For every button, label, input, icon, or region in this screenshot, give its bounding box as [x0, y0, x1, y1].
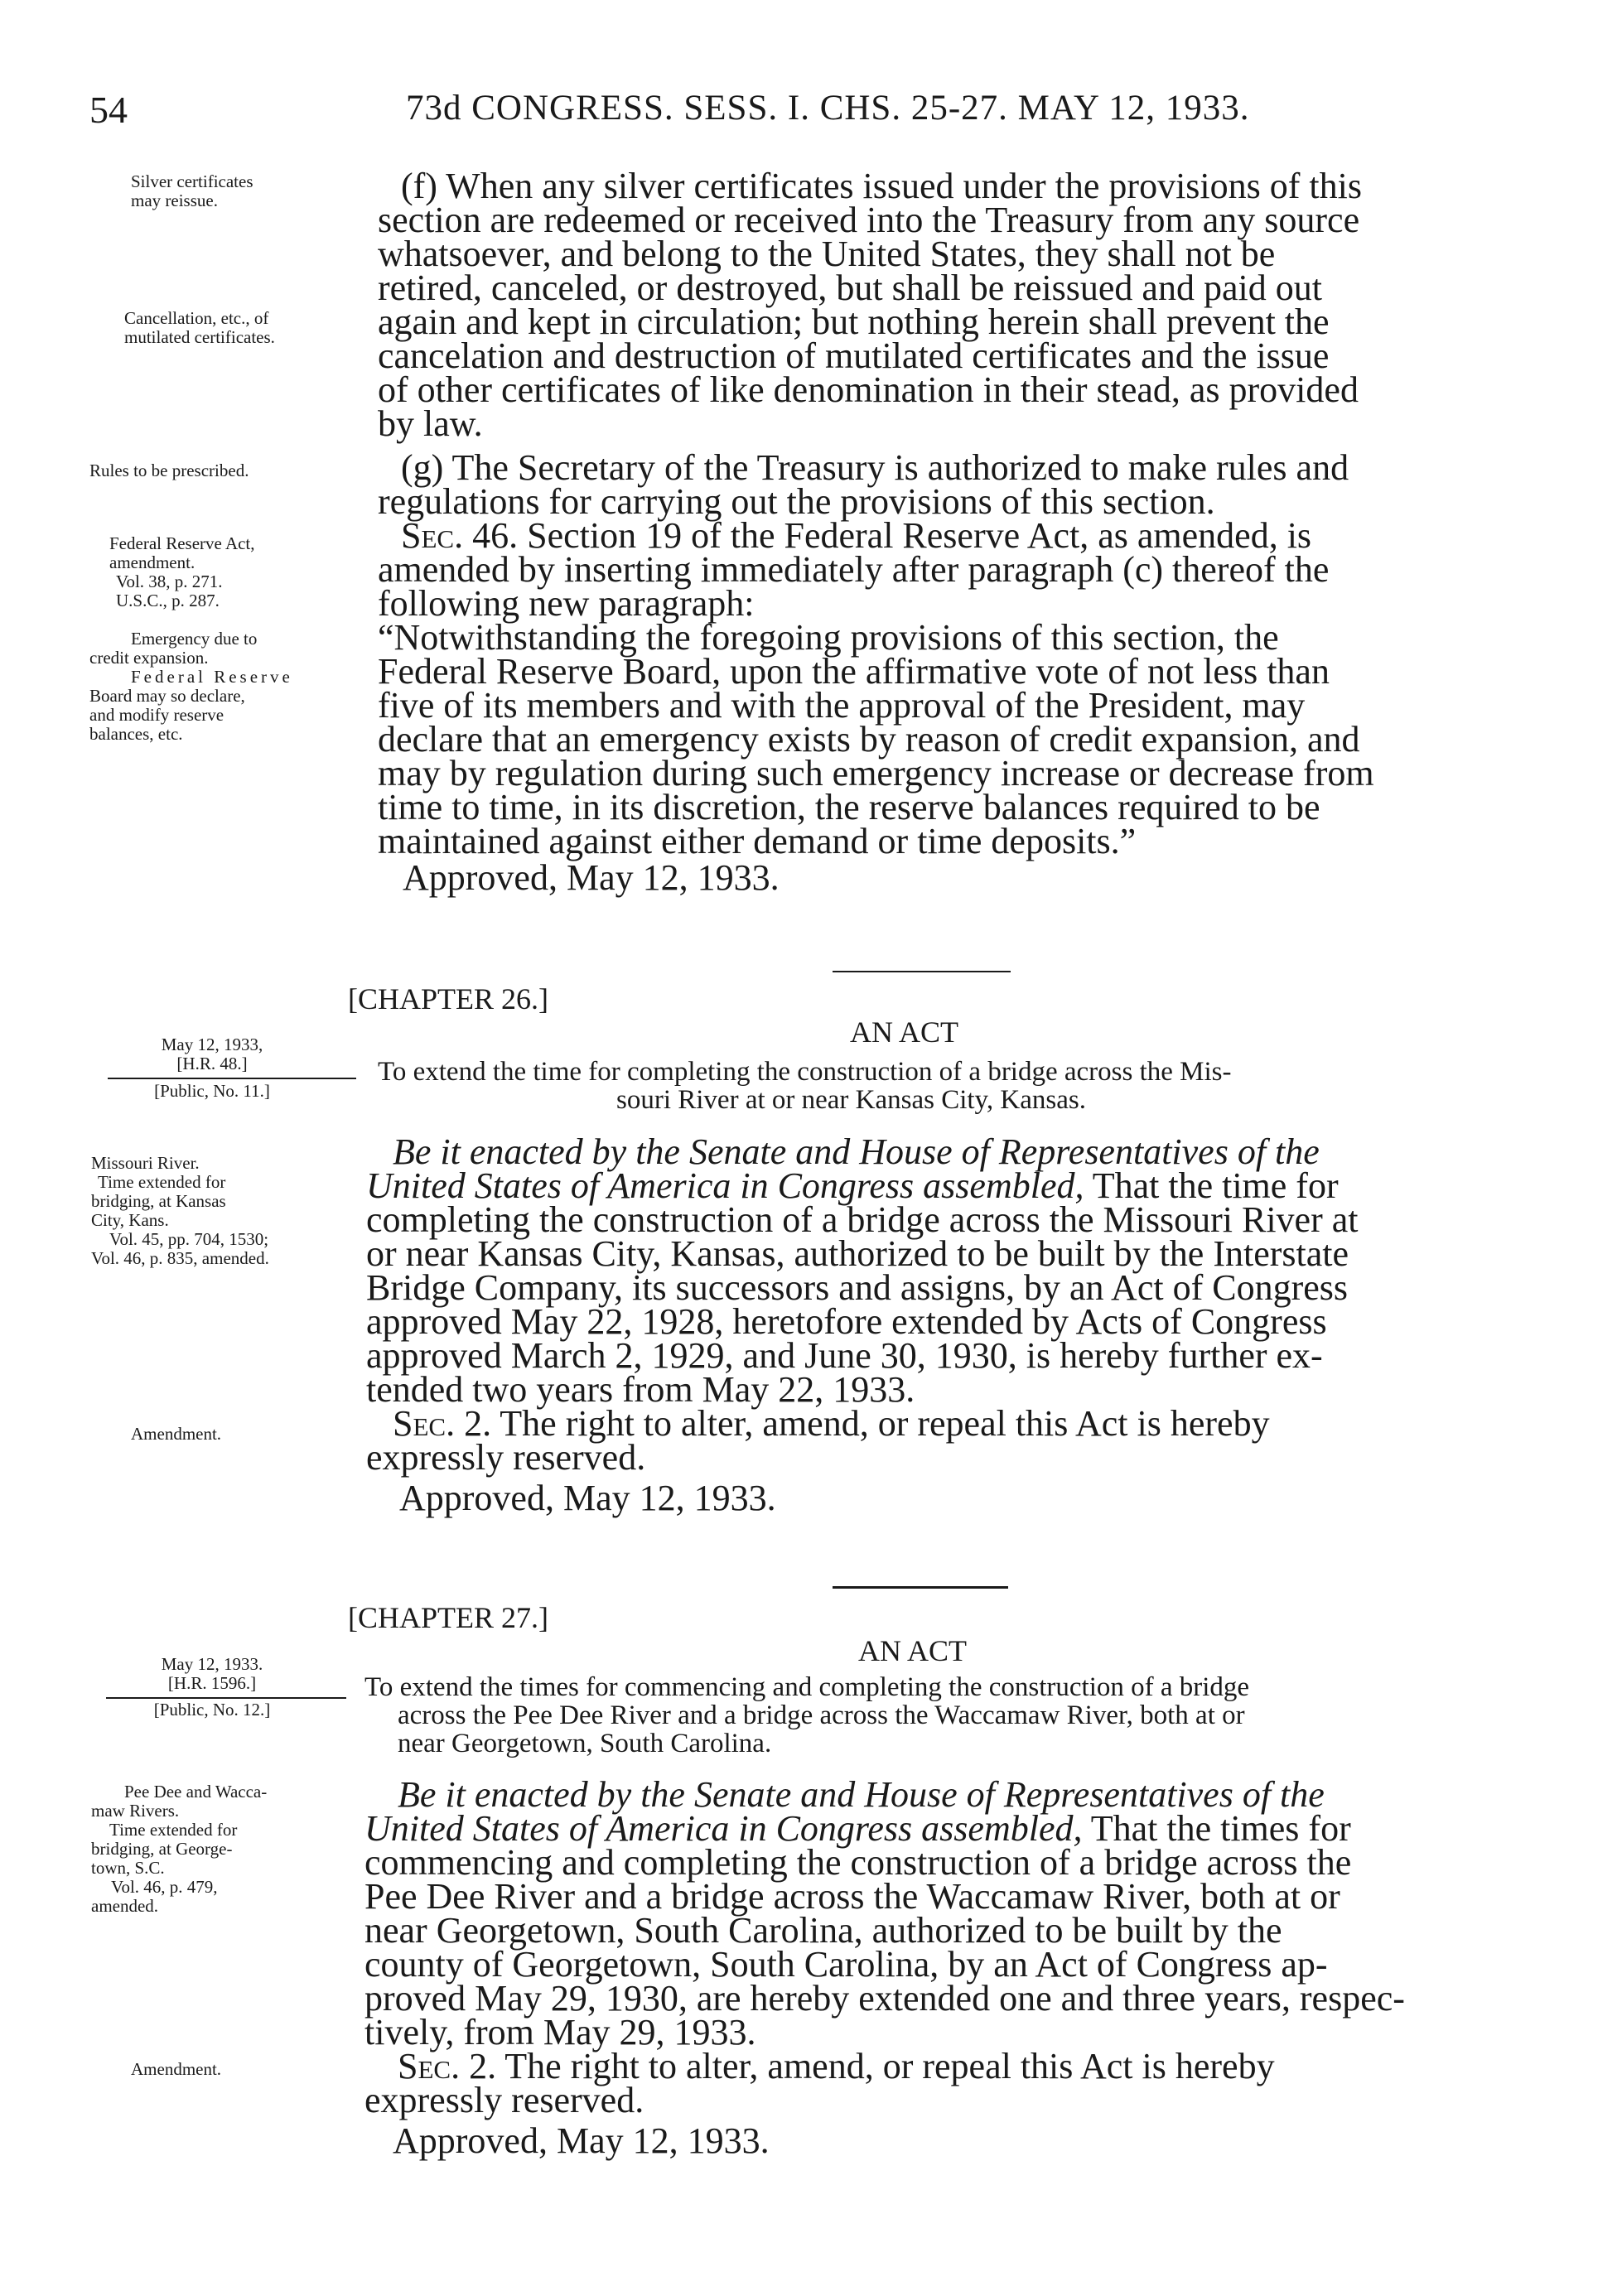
- approved-chapter-26: Approved, May 12, 1933.: [399, 1478, 776, 1518]
- sec-label: Sec.: [401, 515, 464, 556]
- chapter-26-body: Be it enacted by the Senate and House of Representatives of the United States of America in Congress assembled, That the time for completing the construction of a bridge across the Missouri River at or near Kansas City, Kansas, authorized to be built by the Interstate Bridge Company, its successors and assigns, by an Act of Congress approved May 22, 1928, heretofore extended by Acts of Congress approved March 2, 1929, and June 30, 1930, is hereby further ex- tended two years from May 22, 1933. Sec. 2. The right to alter, amend, or repeal this Act is hereby expressly reserved. Approved, May 12, 1933.: [366, 1131, 1359, 1518]
- chapter-26-heading: [CHAPTER 26.]: [348, 982, 548, 1015]
- chapter-27-body: Be it enacted by the Senate and House of Representatives of the United States of America in Congress assembled, That the times for commencing and completing the construction of a bridge across the Pee Dee River and a bridge across the Waccamaw River, both at or near Georgetown, South Carolina, authorized to be built by the county of Georgetown, South Carolina, by an Act of Congress ap- proved May 29, 1930, are hereby extended one and three years, respec- tively, from May 29, 1933. Sec. 2. The right to alter, amend, or repeal this Act is hereby expressly reserved. Approved, May 12, 1933.: [364, 1774, 1405, 2161]
- chapter-26-date-note: May 12, 1933, [H.R. 48.]: [161, 1035, 263, 1073]
- margin-note-cancellation: Cancellation, etc., of mutilated certificates.: [124, 308, 275, 347]
- date-note-rule: [108, 1078, 356, 1079]
- chapter-27-heading: [CHAPTER 27.]: [348, 1601, 548, 1634]
- chapter-26-public-no: [Public, No. 11.]: [154, 1081, 270, 1101]
- running-title: 73d CONGRESS. SESS. I. CHS. 25-27. MAY 12, 1933.: [406, 89, 1250, 128]
- margin-note-federal-reserve-act: Federal Reserve Act, amendment. Vol. 38, p. 271. U.S.C., p. 287.: [109, 533, 255, 610]
- section-g-body: (g) The Secretary of the Treasury is authorized to make rules and regulations for carrying out the provisions of this section.: [378, 447, 1349, 522]
- margin-note-emergency: Emergency due to credit expansion. Federal Reserve Board may so declare, and modify reserve balances, etc.: [89, 629, 293, 744]
- page-number: 54: [89, 89, 128, 131]
- margin-note-pee-dee: Pee Dee and Wacca- maw Rivers. Time extended for bridging, at George- town, S.C. Vol. 46, p. 479, amended.: [91, 1782, 268, 1916]
- chapter-26-title: To extend the time for completing the construction of a bridge across the Mis- souri River at or near Kansas City, Kansas.: [378, 1057, 1232, 1115]
- chapter-divider-27: [833, 1586, 1008, 1589]
- chapter-26-act: AN ACT: [850, 1015, 959, 1049]
- margin-note-rules: Rules to be prescribed.: [89, 461, 249, 480]
- chapter-27-title: To extend the times for commencing and completing the construction of a bridge across the Pee Dee River and a bridge across the Waccamaw River, both at or near Georgetown, South Carolina.: [364, 1672, 1250, 1758]
- chapter-27-act: AN ACT: [858, 1634, 968, 1667]
- section-46-body: Sec. 46. Section 19 of the Federal Reserve Act, as amended, is amended by inserting immediately after paragraph (c) thereof the following new paragraph: “Notwithstanding the foregoing provisions of this section, the Federal Reserve Board, upon the affirmative vote of not less than five of its members and with the approval of the President, may declare that an emergency exists by reason of credit expansion, and may by regulation during such emergency increase or decrease from time to time, in its discretion, the reserve balances required to be maintained against either demand or time deposits.” Approved, May 12, 1933.: [378, 515, 1374, 898]
- margin-note-amendment-26: Amendment.: [131, 1424, 222, 1444]
- approved-chapter-27: Approved, May 12, 1933.: [393, 2120, 770, 2161]
- date-note-rule-27: [106, 1697, 346, 1699]
- margin-note-amendment-27: Amendment.: [131, 2059, 222, 2079]
- margin-note-silver: Silver certificates may reissue.: [131, 171, 253, 210]
- approved-sec46: Approved, May 12, 1933.: [403, 857, 780, 898]
- chapter-27-date-note: May 12, 1933. [H.R. 1596.]: [161, 1654, 263, 1693]
- section-f-body: (f) When any silver certificates issued under the provisions of this section are redeemed or received into the Treasury from any source whatsoever, and belong to the United States, they shall not be retired, canceled, or destroyed, but shall be reissued and paid out again and kept in circulation; but nothing herein shall prevent the cancelation and destruction of mutilated certificates and the issue of other certificates of like denomination in their stead, as provided by law.: [378, 166, 1362, 444]
- margin-note-missouri: Missouri River. Time extended for bridging, at Kansas City, Kans. Vol. 45, pp. 704, 1530; Vol. 46, p. 835, amended.: [91, 1153, 269, 1268]
- chapter-divider: [833, 971, 1011, 972]
- chapter-27-public-no: [Public, No. 12.]: [153, 1700, 271, 1720]
